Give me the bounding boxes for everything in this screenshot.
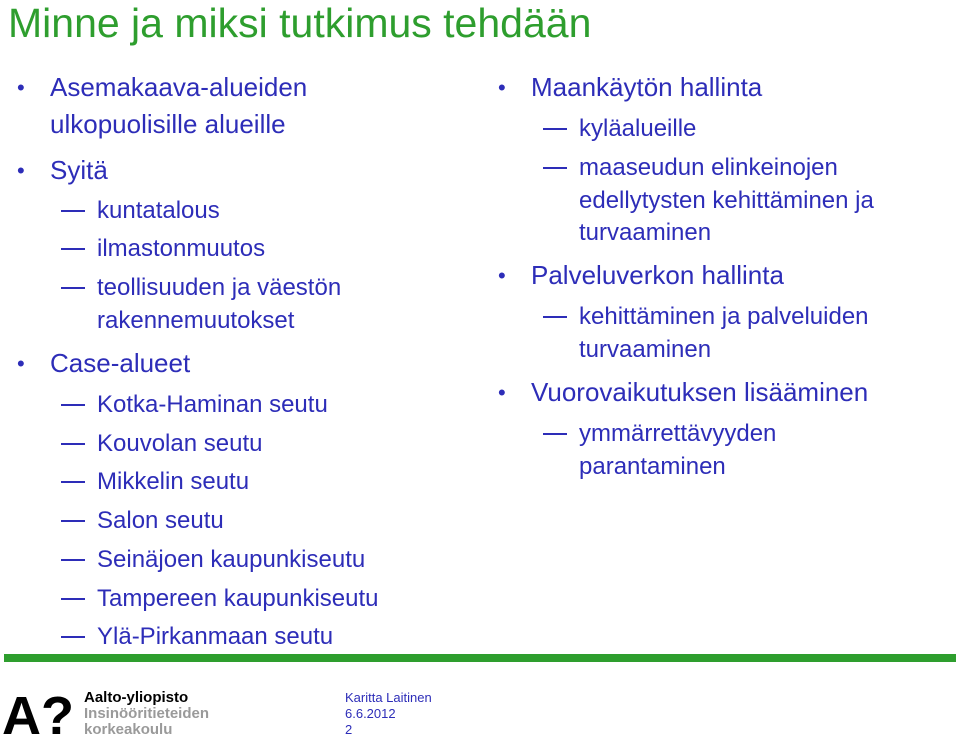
dash-icon — [61, 559, 85, 561]
logo-line-2: Insinööritieteiden — [84, 705, 210, 722]
left-sub-2-3-text: teollisuuden ja väestön — [97, 274, 342, 301]
right-bullet-3-text: Vuorovaikutuksen lisääminen — [531, 377, 869, 407]
right-sub-1-1 — [579, 112, 696, 145]
right-sub-2-1-text: kehittäminen ja palveluiden — [579, 303, 869, 330]
green-divider — [4, 654, 956, 662]
bullet-dot-icon: • — [17, 158, 25, 183]
left-bullet-1 — [17, 71, 308, 104]
left-bullet-1-text: Asemakaava-alueiden — [50, 72, 308, 102]
right-sub-1-2-cont1: edellytysten kehittäminen ja — [579, 187, 874, 214]
right-sub-1-2 — [579, 151, 838, 184]
dash-icon — [543, 167, 567, 169]
left-sub-3-6-text: Tampereen kaupunkiseutu — [97, 585, 379, 612]
left-sub-3-7 — [97, 620, 333, 653]
left-bullet-2 — [17, 154, 108, 187]
dash-icon — [61, 636, 85, 638]
left-sub-2-1 — [97, 194, 220, 227]
dash-icon — [61, 481, 85, 483]
footer-page: 2 — [345, 722, 353, 737]
logo-line-3: korkeakoulu — [84, 721, 173, 738]
bullet-dot-icon: • — [498, 75, 506, 100]
logo-wordmark — [84, 690, 209, 738]
bullet-dot-icon: • — [17, 351, 25, 376]
left-sub-3-7-text: Ylä-Pirkanmaan seutu — [97, 623, 334, 650]
dash-icon — [61, 210, 85, 212]
logo-mark-text: A? — [2, 690, 74, 736]
left-bullet-2-text: Syitä — [50, 155, 108, 185]
left-sub-3-3 — [97, 465, 249, 498]
dash-icon — [543, 433, 567, 435]
left-sub-2-2-text: ilmastonmuutos — [97, 235, 266, 262]
right-bullet-3 — [498, 376, 869, 409]
left-sub-2-2 — [97, 232, 265, 265]
bullet-dot-icon: • — [498, 380, 506, 405]
right-bullet-2 — [498, 259, 784, 292]
left-sub-2-3-cont: rakennemuutokset — [97, 307, 295, 334]
left-sub-3-6 — [97, 582, 379, 615]
dash-icon — [543, 316, 567, 318]
right-sub-2-1 — [579, 300, 869, 333]
dash-icon — [61, 598, 85, 600]
right-sub-3-1 — [579, 417, 776, 450]
left-sub-3-2 — [97, 427, 262, 460]
right-sub-1-2-text: maaseudun elinkeinojen — [579, 154, 838, 181]
slide-title: Minne ja miksi tutkimus tehdään — [8, 0, 592, 46]
footer-author: Karitta Laitinen — [345, 690, 432, 705]
right-bullet-1-text: Maankäytön hallinta — [531, 72, 763, 102]
dash-icon — [543, 128, 567, 130]
footer-date: 6.6.2012 — [345, 706, 396, 721]
left-sub-3-1-text: Kotka-Haminan seutu — [97, 391, 328, 418]
left-sub-3-4-text: Salon seutu — [97, 507, 224, 534]
right-sub-2-1-cont: turvaaminen — [579, 336, 712, 363]
left-sub-3-2-text: Kouvolan seutu — [97, 430, 263, 457]
dash-icon — [61, 404, 85, 406]
left-sub-2-1-text: kuntatalous — [97, 197, 220, 224]
left-sub-3-5 — [97, 543, 365, 576]
left-bullet-3 — [17, 347, 191, 380]
right-sub-1-2-cont2: turvaaminen — [579, 219, 712, 246]
footer — [345, 690, 432, 738]
left-sub-3-1 — [97, 388, 328, 421]
dash-icon — [61, 443, 85, 445]
left-bullet-1-cont: ulkopuolisille alueille — [50, 109, 286, 139]
left-sub-3-5-text: Seinäjoen kaupunkiseutu — [97, 546, 366, 573]
left-sub-3-3-text: Mikkelin seutu — [97, 468, 250, 495]
dash-icon — [61, 248, 85, 250]
bullet-dot-icon: • — [498, 263, 506, 288]
aalto-logo-icon — [2, 690, 74, 736]
right-sub-1-1-text: kyläalueille — [579, 115, 697, 142]
logo-line-1: Aalto-yliopisto — [84, 689, 189, 706]
dash-icon — [61, 287, 85, 289]
left-bullet-3-text: Case-alueet — [50, 348, 191, 378]
bullet-dot-icon: • — [17, 75, 25, 100]
right-bullet-2-text: Palveluverkon hallinta — [531, 260, 784, 290]
right-sub-3-1-cont: parantaminen — [579, 453, 726, 480]
left-sub-2-3 — [97, 271, 341, 304]
right-sub-3-1-text: ymmärrettävyyden — [579, 420, 777, 447]
right-bullet-1 — [498, 71, 763, 104]
left-sub-3-4 — [97, 504, 224, 537]
dash-icon — [61, 520, 85, 522]
